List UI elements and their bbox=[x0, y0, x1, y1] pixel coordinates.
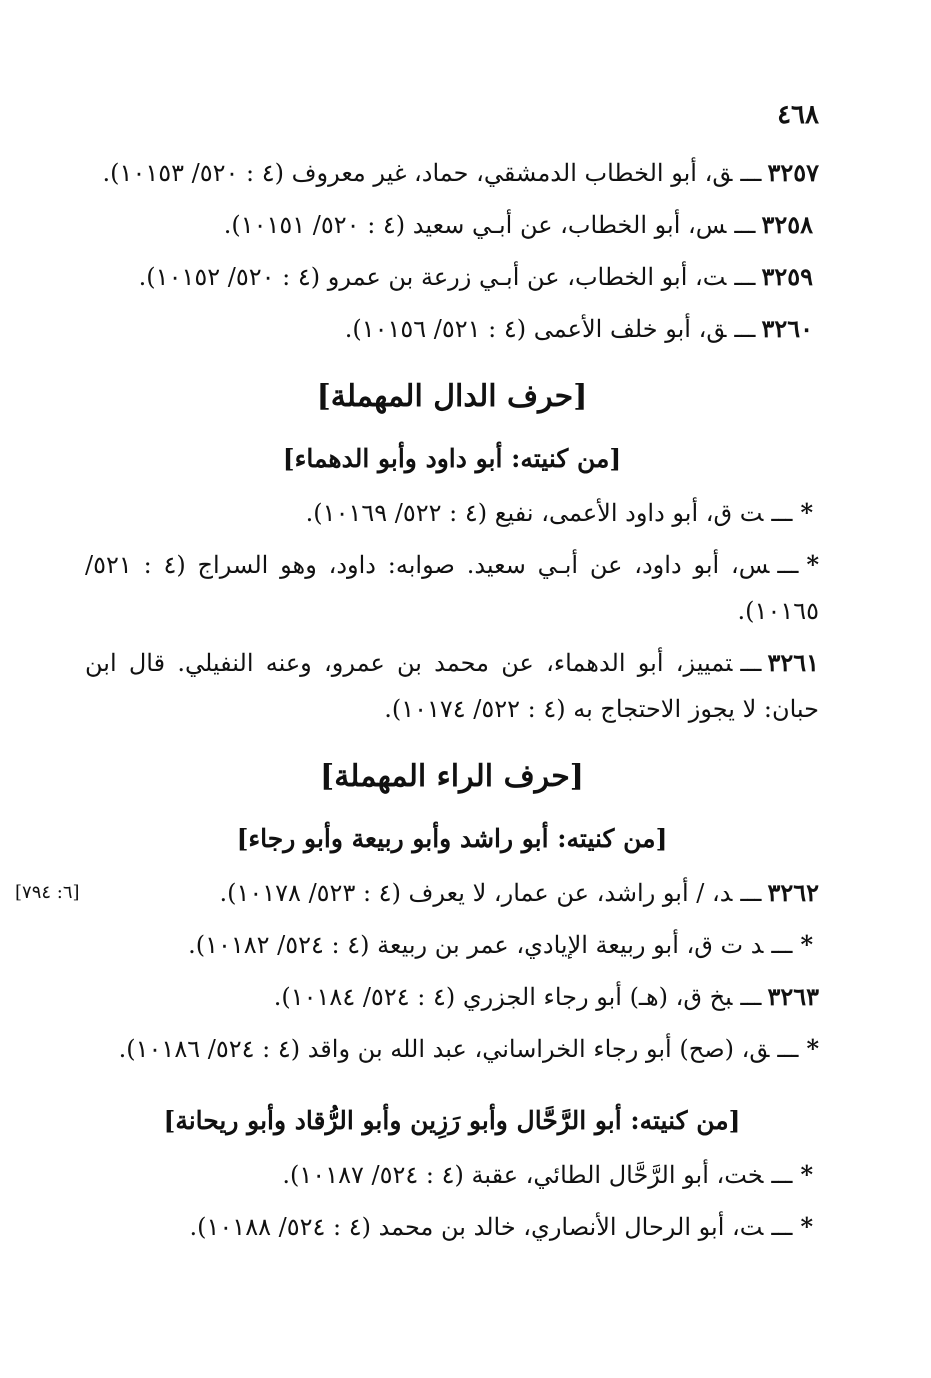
entry bbox=[85, 640, 819, 732]
entry bbox=[85, 1152, 819, 1198]
entry-number: ٣٢٥٨ bbox=[761, 210, 813, 239]
entry-dash: ـــ bbox=[740, 983, 762, 1011]
entry-text: بخ ق، (هـ) أبو رجاء الجزري (٤ : ٥٢٤/ ١٠١٨٤). bbox=[273, 983, 733, 1011]
entry-dash: ـــ bbox=[740, 649, 762, 677]
entry-dash: ـــ bbox=[777, 1035, 799, 1063]
entry-dash: ـــ bbox=[771, 499, 793, 527]
entry bbox=[85, 1204, 819, 1250]
entry-number: ٣٢٦٣ bbox=[767, 982, 819, 1011]
entry bbox=[85, 150, 819, 196]
entry-number: ٣٢٥٧ bbox=[767, 158, 819, 187]
entry bbox=[85, 254, 819, 300]
section-title-ra: [حرف الراء المهملة] bbox=[320, 759, 584, 794]
entry bbox=[85, 490, 819, 536]
entry bbox=[85, 542, 819, 634]
page-content bbox=[15, 150, 819, 1256]
entry-text: ت، أبو الخطاب، عن أبـي زرعة بن عمرو (٤ : ٥٢٠/ ١٠١٥٢). bbox=[138, 263, 727, 291]
star-mark: * bbox=[800, 498, 813, 527]
entry-text: ق، أبو خلف الأعمى (٤ : ٥٢١/ ١٠١٥٦). bbox=[344, 315, 727, 343]
entry-number: ٣٢٦٢ bbox=[767, 878, 819, 907]
entry-dash: ـــ bbox=[734, 211, 756, 239]
subtitle-dal: [من كنيته: أبو داود وأبو الدهماء] bbox=[282, 444, 622, 473]
entry-text: س، أبو الخطاب، عن أبـي سعيد (٤ : ٥٢٠/ ١٠١٥١). bbox=[223, 211, 727, 239]
entry-text: س، أبو داود، عن أبـي سعيد. صوابه: داود، وهو السراج (٤ : ٥٢١/ ١٠١٦٥). bbox=[85, 551, 819, 625]
star-mark: * bbox=[806, 1034, 819, 1063]
entry-text: تمييز، أبو الدهماء، عن محمد بن عمرو، وعنه النفيلي. قال ابن حبان: لا يجوز الاحتجاج به (٤ : ٥٢٢/ ١٠١٧٤). bbox=[85, 649, 819, 723]
star-mark: * bbox=[800, 1212, 813, 1241]
entry-text: ق، أبو الخطاب الدمشقي، حماد، غير معروف (٤ : ٥٢٠/ ١٠١٥٣). bbox=[102, 159, 733, 187]
entry-text: خت، أبو الرَّحَّال الطائي، عقبة (٤ : ٥٢٤/ ١٠١٨٧). bbox=[282, 1161, 764, 1189]
entry-dash: ـــ bbox=[771, 931, 793, 959]
entry-dash: ـــ bbox=[734, 315, 756, 343]
entry-dash: ـــ bbox=[740, 879, 762, 907]
entry-dash: ـــ bbox=[771, 1213, 793, 1241]
entry-text: د ت ق، أبو ربيعة الإيادي، عمر بن ربيعة (٤ : ٥٢٤/ ١٠١٨٢). bbox=[188, 931, 764, 959]
entry bbox=[85, 974, 819, 1020]
star-mark: * bbox=[800, 1160, 813, 1189]
subtitle-ra: [من كنيته: أبو راشد وأبو ربيعة وأبو رجاء] bbox=[236, 824, 668, 853]
entry bbox=[15, 870, 819, 916]
entry-dash: ـــ bbox=[740, 159, 762, 187]
entry-dash: ـــ bbox=[777, 551, 799, 579]
entry bbox=[85, 306, 819, 352]
page-number: ٤٦٨ bbox=[777, 100, 819, 130]
entry-number: ٣٢٦١ bbox=[767, 648, 819, 677]
entry-dash: ـــ bbox=[734, 263, 756, 291]
margin-reference: [٦: ٧٩٤] bbox=[15, 882, 80, 903]
subtitle-ra-2: [من كنيته: أبو الرَّحَّال وأبو رَزِين وأبو الرُّقاد وأبو ريحانة] bbox=[163, 1106, 741, 1135]
entry-dash: ـــ bbox=[771, 1161, 793, 1189]
entry-number: ٣٢٦٠ bbox=[761, 314, 813, 343]
entry bbox=[85, 1026, 819, 1072]
entry-text: ت، أبو الرحال الأنصاري، خالد بن محمد (٤ : ٥٢٤/ ١٠١٨٨). bbox=[189, 1213, 764, 1241]
entry-text: ت ق، أبو داود الأعمى، نفيع (٤ : ٥٢٢/ ١٠١٦٩). bbox=[305, 499, 764, 527]
star-mark: * bbox=[806, 550, 819, 579]
entry-text: ق، (صح) أبو رجاء الخراساني، عبد الله بن واقد (٤ : ٥٢٤/ ١٠١٨٦). bbox=[118, 1035, 770, 1063]
entry bbox=[85, 922, 819, 968]
entry-text: د، / أبو راشد، عن عمار، لا يعرف (٤ : ٥٢٣/ ١٠١٧٨). bbox=[219, 879, 733, 907]
entry-number: ٣٢٥٩ bbox=[761, 262, 813, 291]
star-mark: * bbox=[800, 930, 813, 959]
section-title-dal: [حرف الدال المهملة] bbox=[316, 379, 588, 414]
entry bbox=[85, 202, 819, 248]
